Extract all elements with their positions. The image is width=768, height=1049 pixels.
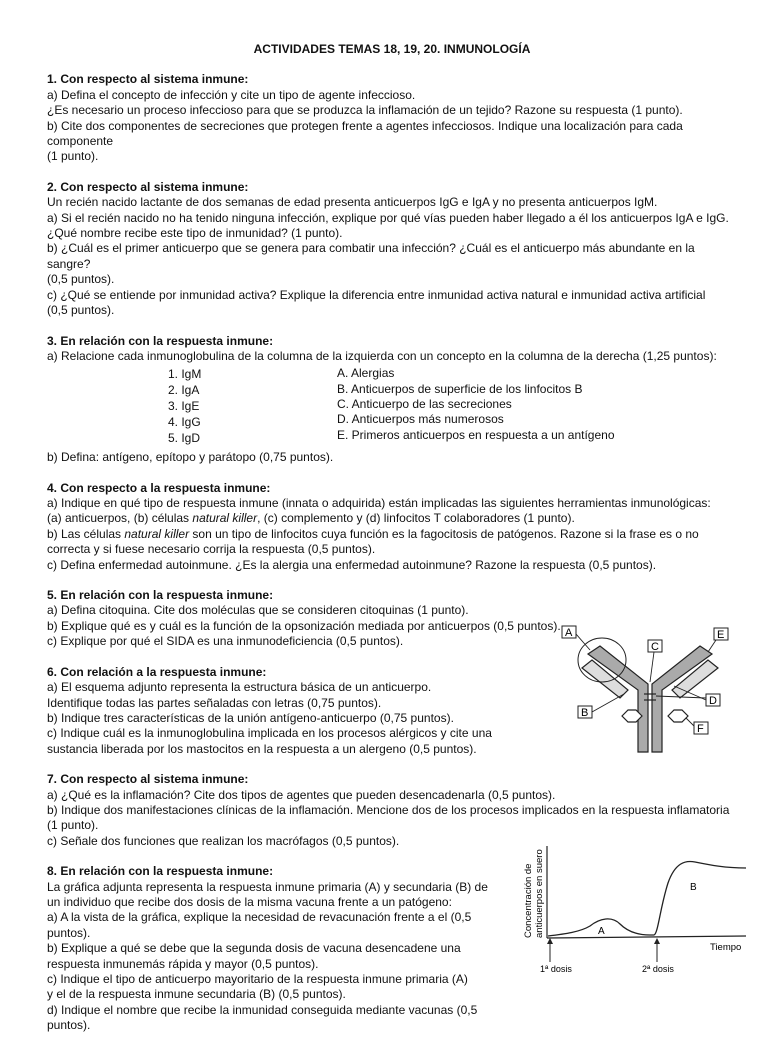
- dose-2-label: 2ª dosis: [642, 964, 674, 974]
- q7-line: b) Indique dos manifestaciones clínicas de la inflamación. Mencione dos de los procesos implicados en la respuesta inflamatoria: [47, 802, 730, 817]
- question-3-heading: 3. En relación con la respuesta inmune:: [47, 333, 274, 348]
- q4-natural-killer: natural killer: [192, 511, 258, 526]
- label-c: C: [651, 641, 659, 653]
- label-b: B: [581, 707, 589, 719]
- q8-line: un individuo que recibe dos dosis de la misma vacuna frente a un patógeno:: [47, 894, 452, 909]
- q3-b: b) Defina: antígeno, epítopo y parátopo (0,75 puntos).: [47, 450, 334, 465]
- question-7-heading: 7. Con respecto al sistema inmune:: [47, 772, 249, 787]
- question-8-heading: 8. En relación con la respuesta inmune:: [47, 864, 274, 879]
- concept-item: C. Anticuerpo de las secreciones: [337, 397, 512, 412]
- q4-c: c) Defina enfermedad autoinmune. ¿Es la alergia una enfermedad autoinmune? Razone la respuesta (0,5 puntos).: [47, 557, 657, 572]
- q8-line: La gráfica adjunta representa la respuesta inmune primaria (A) y secundaria (B) de: [47, 879, 488, 894]
- immunoglobulin-column: [47, 366, 337, 446]
- question-1: [47, 72, 737, 164]
- q3-intro: a) Relacione cada inmunoglobulina de la columna de la izquierda con un concepto en la columna de la derecha (1,25 puntos):: [47, 348, 717, 363]
- q4-a2-post: , (c) complemento y (d) linfocitos T colaboradores (1 punto).: [257, 511, 575, 526]
- q8-line: c) Indique el tipo de anticuerpo mayoritario de la respuesta inmune primaria (A): [47, 972, 468, 987]
- q6-line: Identifique todas las partes señaladas con letras (0,75 puntos).: [47, 695, 382, 710]
- graph-x-axis: [547, 936, 746, 938]
- q2-line: a) Si el recién nacido no ha tenido ninguna infección, explique por qué vías pueden haber llegado a él los anticuerpos IgA e IgG.: [47, 210, 729, 225]
- q4-a1: a) Indique en qué tipo de respuesta inmune (innata o adquirida) están implicadas las siguientes herramientas inmunológicas:: [47, 496, 711, 511]
- q2-line: Un recién nacido lactante de dos semanas de edad presenta anticuerpos IgG e IgA y no presenta anticuerpos IgM.: [47, 195, 658, 210]
- q2-line: (0,5 puntos).: [47, 303, 115, 318]
- dose-2-arrowhead: [654, 938, 660, 944]
- q4-b-post: son un tipo de linfocitos cuya función es la fagocitosis de patógenos. Razone si la frase es o no: [189, 526, 699, 541]
- q7-line: c) Señale dos funciones que realizan los macrófagos (0,5 puntos).: [47, 833, 400, 848]
- q4-b: [47, 527, 737, 542]
- q4-natural-killer-b: natural killer: [124, 526, 190, 541]
- q8-line: respuesta inmunemás rápida y mayor (0,5 puntos).: [47, 956, 319, 971]
- question-6: [47, 665, 517, 757]
- immunoglobulin-item: 1. IgM: [168, 366, 202, 381]
- q2-line: ¿Qué nombre recibe este tipo de inmunidad? (1 punto).: [47, 226, 343, 241]
- antibody-response-graph: [520, 838, 748, 980]
- q4-a2: [47, 511, 737, 526]
- immunoglobulin-item: 3. IgE: [168, 398, 200, 413]
- document-title: ACTIVIDADES TEMAS 18, 19, 20. INMUNOLOGÍA: [253, 42, 531, 56]
- concept-item: E. Primeros anticuerpos en respuesta a un antígeno: [337, 427, 615, 442]
- graph-ylabel-2: anticuerpos en suero: [534, 849, 545, 938]
- q7-line: (1 punto).: [47, 818, 99, 833]
- concept-item: B. Anticuerpos de superficie de los linfocitos B: [337, 381, 583, 396]
- q4-b2: correcta y si fuese necesario corrija la respuesta (0,5 puntos).: [47, 542, 376, 557]
- q6-line: sustancia liberada por los mastocitos en la respuesta a un alergeno (0,5 puntos).: [47, 741, 477, 756]
- question-2: [47, 180, 737, 319]
- concept-item: A. Alergias: [337, 366, 395, 381]
- question-3: [47, 334, 737, 466]
- immunoglobulin-item: 4. IgG: [168, 414, 201, 429]
- concept-item: D. Anticuerpos más numerosos: [337, 412, 504, 427]
- label-d: D: [709, 695, 717, 707]
- question-8: [47, 864, 517, 1033]
- q4-a2-pre: (a) anticuerpos, (b) células: [47, 511, 193, 526]
- antibody-diagram: [560, 624, 740, 764]
- immunoglobulin-item: 2. IgA: [168, 382, 200, 397]
- question-4-heading: 4. Con respecto a la respuesta inmune:: [47, 480, 271, 495]
- label-f: F: [697, 723, 704, 735]
- q5-line: c) Explique por qué el SIDA es una inmunodeficiencia (0,5 puntos).: [47, 634, 404, 649]
- q2-line: (0,5 puntos).: [47, 272, 115, 287]
- q8-line: a) A la vista de la gráfica, explique la necesidad de revacunación frente a el (0,5 puntos).: [47, 910, 472, 940]
- question-5-heading: 5. En relación con la respuesta inmune:: [47, 588, 274, 603]
- label-a: A: [565, 627, 573, 639]
- q8-line: d) Indique el nombre que recibe la inmunidad conseguida mediante vacunas (0,5 puntos).: [47, 1002, 478, 1033]
- q1-line: b) Cite dos componentes de secreciones que protegen frente a agentes infecciosos. Indique una localización para cada componente: [47, 118, 683, 149]
- q2-line: b) ¿Cuál es el primer anticuerpo que se genera para combatir una infección? ¿Cuál es el anticuerpo más abundante en la sangre?: [47, 241, 695, 271]
- concept-column: [337, 366, 615, 446]
- q8-line: y el de la respuesta inmune secundaria (B) (0,5 puntos).: [47, 987, 346, 1002]
- antigen-hexagon: [668, 710, 688, 722]
- immunoglobulin-item: 5. IgD: [168, 430, 201, 445]
- q1-line: a) Defina el concepto de infección y cite un tipo de agente infeccioso.: [47, 87, 416, 102]
- question-1-heading: 1. Con respecto al sistema inmune:: [47, 72, 249, 87]
- q1-line: (1 punto).: [47, 149, 99, 164]
- graph-label-b: B: [690, 882, 697, 893]
- question-2-heading: 2. Con respecto al sistema inmune:: [47, 179, 249, 194]
- graph-label-a: A: [598, 926, 605, 937]
- q5-line: a) Defina citoquina. Cite dos moléculas que se consideren citoquinas (1 punto).: [47, 603, 469, 618]
- q6-line: c) Indique cuál es la inmunoglobulina implicada en los procesos alérgicos y cite una: [47, 726, 492, 741]
- matching-table: [47, 366, 737, 446]
- label-e: E: [717, 629, 725, 641]
- question-4: [47, 481, 737, 573]
- q1-line: ¿Es necesario un proceso infeccioso para que se produzca la inflamación de un tejido? Razone su respuesta (1 punto).: [47, 103, 683, 118]
- question-6-heading: 6. Con relación a la respuesta inmune:: [47, 664, 267, 679]
- q5-line: b) Explique qué es y cuál es la función de la opsonización mediada por anticuerpos (0,5 puntos).: [47, 618, 561, 633]
- graph-ylabel-1: Concentración de: [523, 863, 534, 938]
- dose-1-arrowhead: [547, 938, 553, 944]
- q6-line: a) El esquema adjunto representa la estructura básica de un anticuerpo.: [47, 680, 432, 695]
- antibody-heavy-chains: [588, 646, 712, 752]
- q7-line: a) ¿Qué es la inflamación? Cite dos tipos de agentes que pueden desencadenarla (0,5 puntos).: [47, 787, 556, 802]
- secondary-response-curve: [654, 861, 746, 935]
- q6-line: b) Indique tres características de la unión antígeno-anticuerpo (0,75 puntos).: [47, 710, 454, 725]
- q2-line: c) ¿Qué se entiende por inmunidad activa? Explique la diferencia entre inmunidad activa natural e inmunidad activa artificial: [47, 287, 706, 302]
- q8-line: b) Explique a qué se debe que la segunda dosis de vacuna desencadene una: [47, 941, 461, 956]
- q4-b-pre: b) Las células: [47, 526, 125, 541]
- dose-1-label: 1ª dosis: [540, 964, 572, 974]
- graph-xlabel: Tiempo: [710, 942, 742, 953]
